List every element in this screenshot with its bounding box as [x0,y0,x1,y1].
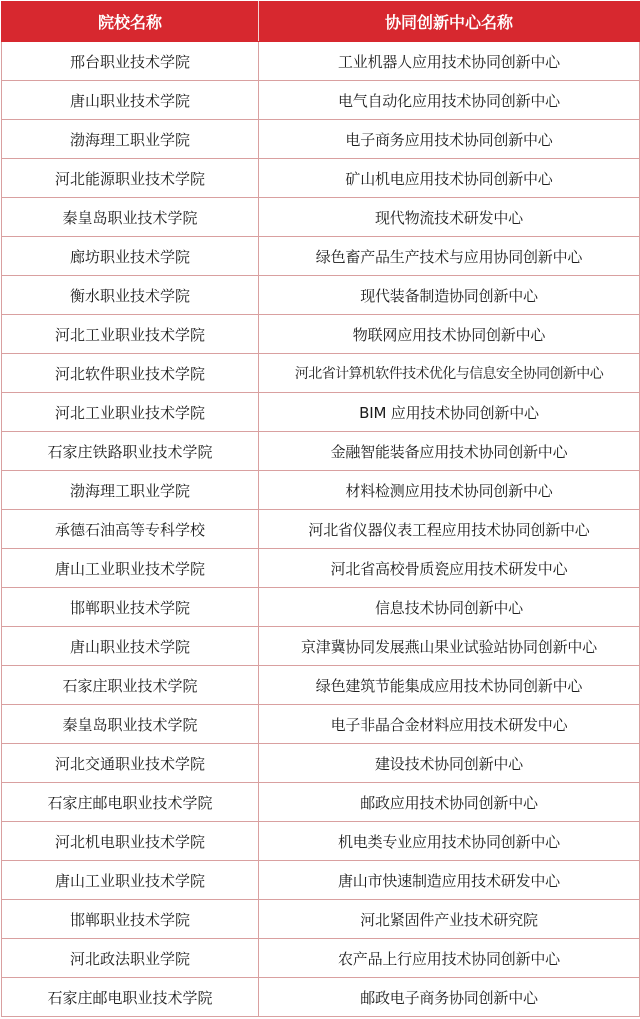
table-row [2,432,640,471]
center-cell: 金融智能装备应用技术协同创新中心 [259,432,640,471]
center-cell: 唐山市快速制造应用技术研发中心 [259,861,640,900]
center-cell: 邮政电子商务协同创新中心 [259,978,640,1017]
school-cell: 廊坊职业技术学院 [2,237,259,276]
center-cell: 邮政应用技术协同创新中心 [259,783,640,822]
center-cell: 现代装备制造协同创新中心 [259,276,640,315]
header-row [2,2,640,42]
header-school: 院校名称 [2,2,259,42]
center-cell: 河北省仪器仪表工程应用技术协同创新中心 [259,510,640,549]
table-row [2,471,640,510]
school-cell: 石家庄铁路职业技术学院 [2,432,259,471]
school-cell: 邯郸职业技术学院 [2,900,259,939]
table-row [2,822,640,861]
center-cell: 工业机器人应用技术协同创新中心 [259,42,640,81]
center-cell: 京津冀协同发展燕山果业试验站协同创新中心 [259,627,640,666]
table-row [2,705,640,744]
school-cell: 唐山职业技术学院 [2,81,259,120]
table-row [2,861,640,900]
table-row [2,159,640,198]
school-cell: 石家庄邮电职业技术学院 [2,783,259,822]
header-center: 协同创新中心名称 [259,2,640,42]
table-row [2,276,640,315]
center-cell: 信息技术协同创新中心 [259,588,640,627]
center-cell: 建设技术协同创新中心 [259,744,640,783]
center-cell: 机电类专业应用技术协同创新中心 [259,822,640,861]
innovation-centers-table [1,1,640,1017]
table-row [2,120,640,159]
table-row [2,627,640,666]
school-cell: 河北工业职业技术学院 [2,393,259,432]
school-cell: 唐山工业职业技术学院 [2,861,259,900]
school-cell: 唐山工业职业技术学院 [2,549,259,588]
school-cell: 河北软件职业技术学院 [2,354,259,393]
school-cell: 河北能源职业技术学院 [2,159,259,198]
center-cell: 物联网应用技术协同创新中心 [259,315,640,354]
table-row [2,744,640,783]
center-cell: 河北省计算机软件技术优化与信息安全协同创新中心 [259,354,640,393]
school-cell: 唐山职业技术学院 [2,627,259,666]
center-cell: 材料检测应用技术协同创新中心 [259,471,640,510]
school-cell: 渤海理工职业学院 [2,120,259,159]
school-cell: 河北政法职业学院 [2,939,259,978]
table-row [2,939,640,978]
center-cell: 现代物流技术研发中心 [259,198,640,237]
table-row [2,978,640,1017]
school-cell: 衡水职业技术学院 [2,276,259,315]
school-cell: 河北机电职业技术学院 [2,822,259,861]
table-row [2,237,640,276]
school-cell: 河北工业职业技术学院 [2,315,259,354]
table-row [2,900,640,939]
school-cell: 秦皇岛职业技术学院 [2,705,259,744]
center-cell: 电子商务应用技术协同创新中心 [259,120,640,159]
table-row [2,354,640,393]
center-cell: 电子非晶合金材料应用技术研发中心 [259,705,640,744]
center-cell: 农产品上行应用技术协同创新中心 [259,939,640,978]
table-row [2,510,640,549]
table-row [2,783,640,822]
center-cell: 绿色建筑节能集成应用技术协同创新中心 [259,666,640,705]
table-row [2,198,640,237]
center-cell: BIM 应用技术协同创新中心 [259,393,640,432]
center-cell: 电气自动化应用技术协同创新中心 [259,81,640,120]
center-cell: 河北省高校骨质瓷应用技术研发中心 [259,549,640,588]
center-cell: 绿色畜产品生产技术与应用协同创新中心 [259,237,640,276]
center-cell: 河北紧固件产业技术研究院 [259,900,640,939]
table-row [2,393,640,432]
table-row [2,315,640,354]
school-cell: 石家庄职业技术学院 [2,666,259,705]
school-cell: 河北交通职业技术学院 [2,744,259,783]
school-cell: 邯郸职业技术学院 [2,588,259,627]
school-cell: 承德石油高等专科学校 [2,510,259,549]
school-cell: 石家庄邮电职业技术学院 [2,978,259,1017]
school-cell: 渤海理工职业学院 [2,471,259,510]
school-cell: 秦皇岛职业技术学院 [2,198,259,237]
table-row [2,81,640,120]
school-cell: 邢台职业技术学院 [2,42,259,81]
table-row [2,549,640,588]
table-row [2,666,640,705]
table-row [2,588,640,627]
center-cell: 矿山机电应用技术协同创新中心 [259,159,640,198]
table-row [2,42,640,81]
